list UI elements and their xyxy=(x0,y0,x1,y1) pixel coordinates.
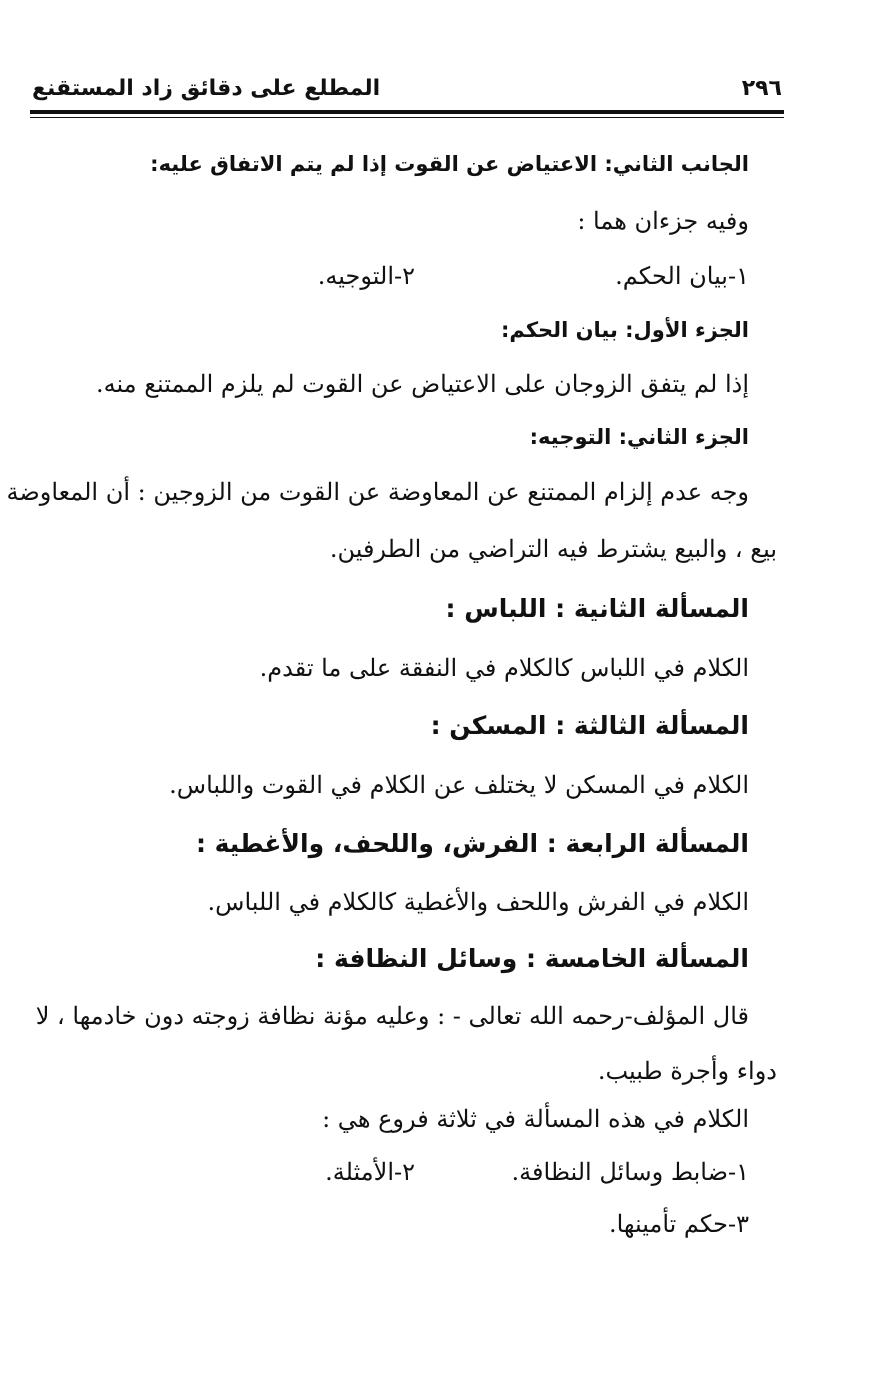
part2-text-line2: بيع ، والبيع يشترط فيه التراضي من الطرفين. xyxy=(329,535,777,563)
issue5-heading: المسألة الخامسة : وسائل النظافة : xyxy=(315,944,749,973)
part-item-2: ٢-التوجيه. xyxy=(317,262,415,290)
issue2-heading: المسألة الثانية : اللباس : xyxy=(445,594,749,623)
branch-item-2: ٢-الأمثلة. xyxy=(325,1158,415,1186)
header-rule-thick xyxy=(30,110,784,114)
part1-text: إذا لم يتفق الزوجان على الاعتياض عن القوت لم يلزم الممتنع منه. xyxy=(96,370,749,398)
issue4-text: الكلام في الفرش واللحف والأغطية كالكلام في اللباس. xyxy=(207,888,749,916)
issue2-text: الكلام في اللباس كالكلام في النفقة على ما تقدم. xyxy=(259,654,749,682)
branch-item-3: ٣-حكم تأمينها. xyxy=(608,1210,749,1238)
running-header xyxy=(32,76,782,110)
issue3-text: الكلام في المسكن لا يختلف عن الكلام في القوت واللباس. xyxy=(169,771,749,799)
page-number: ٢٩٦ xyxy=(741,76,782,101)
part2-text-line1: وجه عدم إلزام الممتنع عن المعاوضة عن القوت من الزوجين : أن المعاوضة xyxy=(6,478,749,506)
issue3-heading: المسألة الثالثة : المسكن : xyxy=(430,711,749,740)
two-parts-intro: وفيه جزءان هما : xyxy=(577,207,749,235)
running-title: المطلع على دقائق زاد المستقنع xyxy=(32,76,381,101)
part-item-1: ١-بيان الحكم. xyxy=(615,262,749,290)
part2-heading: الجزء الثاني: التوجيه: xyxy=(529,425,749,449)
header-rule-thin xyxy=(30,117,784,118)
issue5-text-line1: قال المؤلف-رحمه الله تعالى - : وعليه مؤنة نظافة زوجته دون خادمها ، لا xyxy=(35,1002,749,1030)
issue5-text-line2: دواء وأجرة طبيب. xyxy=(597,1057,777,1085)
part1-heading: الجزء الأول: بيان الحكم: xyxy=(500,318,749,342)
issue4-heading: المسألة الرابعة : الفرش، واللحف، والأغطية : xyxy=(195,829,749,858)
aspect2-heading: الجانب الثاني: الاعتياض عن القوت إذا لم يتم الاتفاق عليه: xyxy=(150,152,749,176)
branches-intro: الكلام في هذه المسألة في ثلاثة فروع هي : xyxy=(322,1105,749,1133)
branch-item-1: ١-ضابط وسائل النظافة. xyxy=(511,1158,749,1186)
